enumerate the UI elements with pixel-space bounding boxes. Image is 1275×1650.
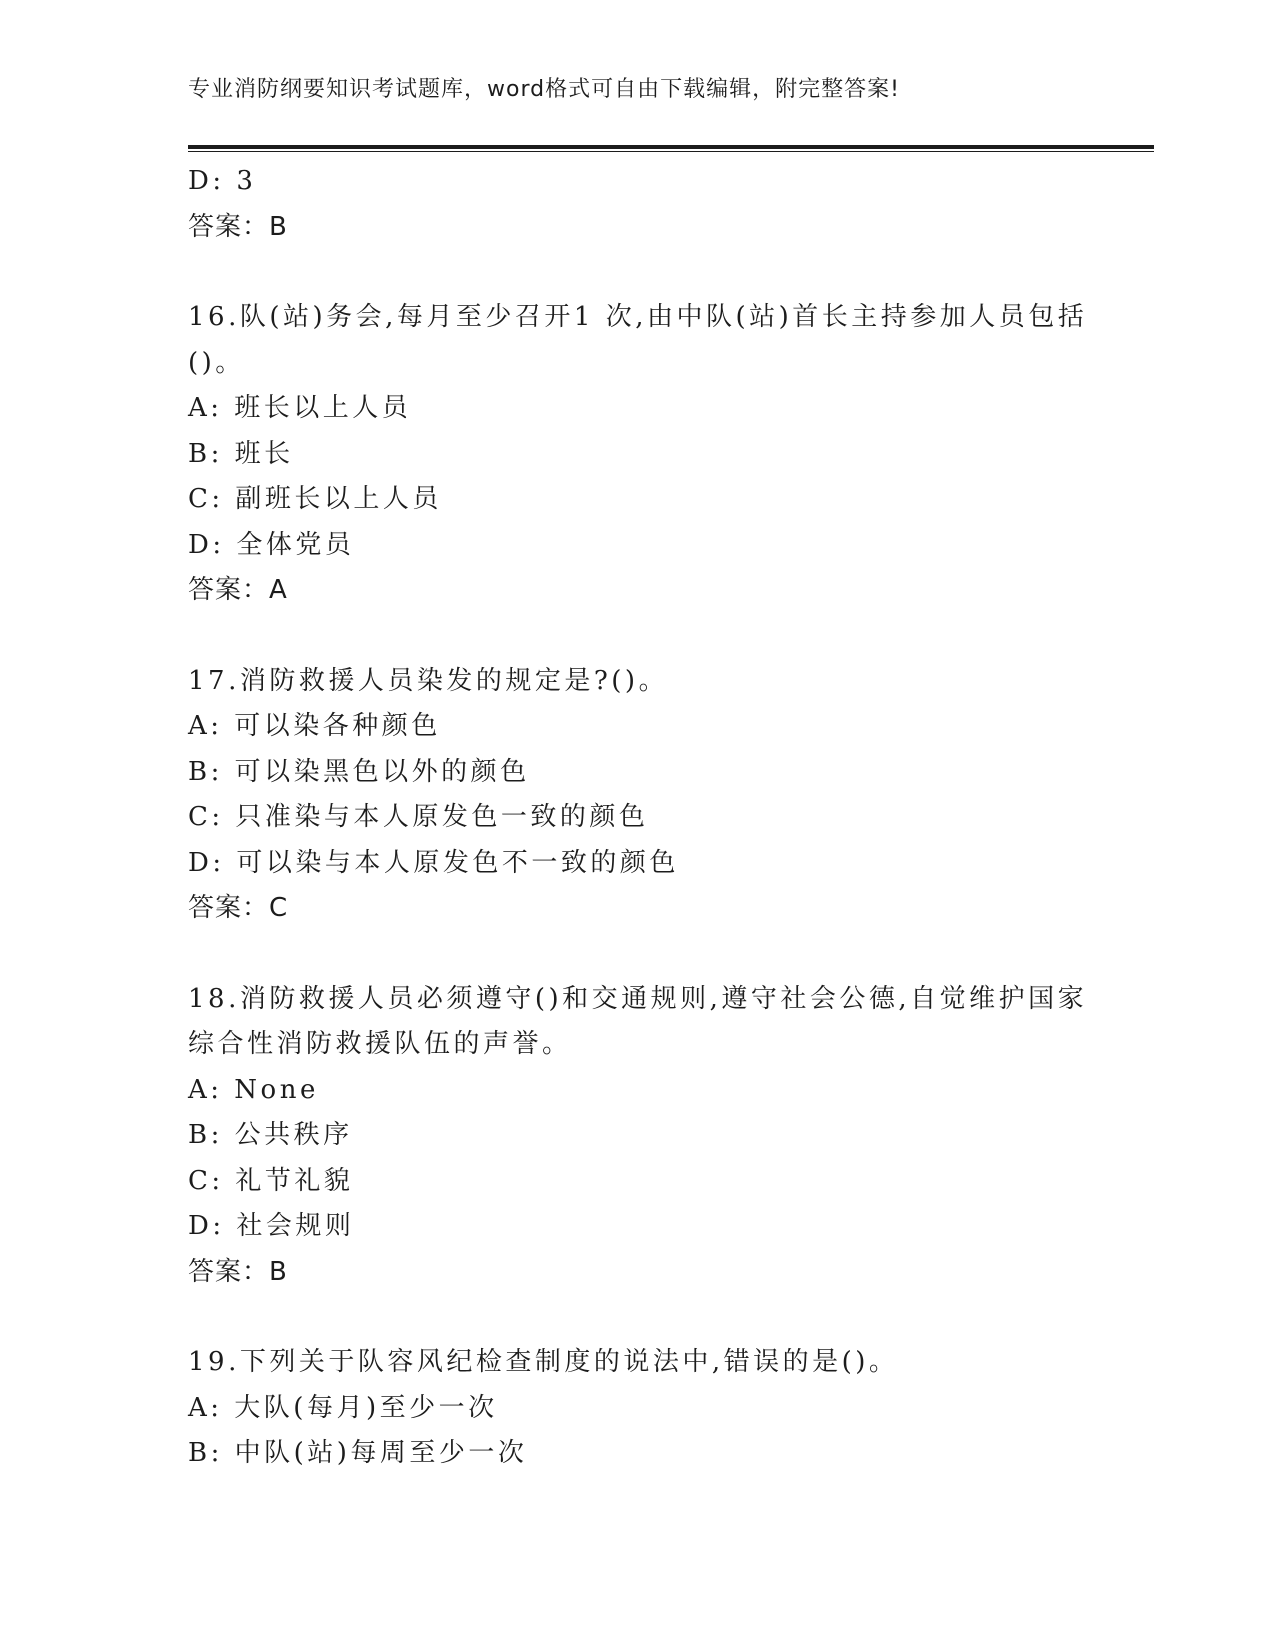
spacer	[188, 1295, 1088, 1340]
option-a: A: None	[188, 1074, 319, 1105]
option-b: B: 公共秩序	[188, 1120, 353, 1150]
option-d: D: 社会规则	[188, 1211, 355, 1241]
question-16	[188, 295, 1088, 614]
spacer	[188, 614, 1088, 659]
question-stem: ()。	[188, 347, 245, 378]
question-18	[188, 977, 1088, 1296]
question-stem: 17.消防救援人员染发的规定是?()。	[188, 665, 669, 696]
question-stem: 19.下列关于队容风纪检查制度的说法中,错误的是()。	[188, 1347, 899, 1377]
option-c: C: 副班长以上人员	[188, 484, 442, 514]
question-stem: 综合性消防救援队伍的声誉。	[188, 1029, 572, 1059]
option-d: D: 3	[188, 166, 257, 196]
header-rule-thin	[188, 151, 1154, 152]
option-b: B: 可以染黑色以外的颜色	[188, 756, 530, 787]
option-d: D: 全体党员	[188, 529, 355, 560]
question-stem: 16.队(站)务会,每月至少召开1 次,由中队(站)首长主持参加人员包括	[188, 302, 1088, 332]
question-content	[188, 159, 1088, 1477]
option-b: B: 班长	[188, 438, 294, 469]
question-stem: 18.消防救援人员必须遵守()和交通规则,遵守社会公德,自觉维护国家	[188, 983, 1088, 1014]
question-19	[188, 1340, 1088, 1477]
option-c: C: 礼节礼貌	[188, 1165, 354, 1196]
option-a: A: 大队(每月)至少一次	[188, 1392, 498, 1423]
answer-line: 答案：C	[188, 893, 289, 923]
option-c: C: 只准染与本人原发色一致的颜色	[188, 802, 649, 832]
spacer	[188, 932, 1088, 977]
question-17	[188, 659, 1088, 932]
answer-line: 答案：B	[188, 211, 288, 242]
option-a: A: 可以染各种颜色	[188, 711, 441, 741]
option-b: B: 中队(站)每周至少一次	[188, 1438, 528, 1468]
answer-line: 答案：A	[188, 575, 288, 605]
option-d: D: 可以染与本人原发色不一致的颜色	[188, 847, 679, 878]
spacer	[188, 250, 1088, 295]
page-header: 专业消防纲要知识考试题库，word格式可自由下载编辑，附完整答案!	[188, 77, 900, 102]
answer-line: 答案：B	[188, 1256, 288, 1287]
option-a: A: 班长以上人员	[188, 393, 412, 423]
header-rule-thick	[188, 145, 1154, 149]
